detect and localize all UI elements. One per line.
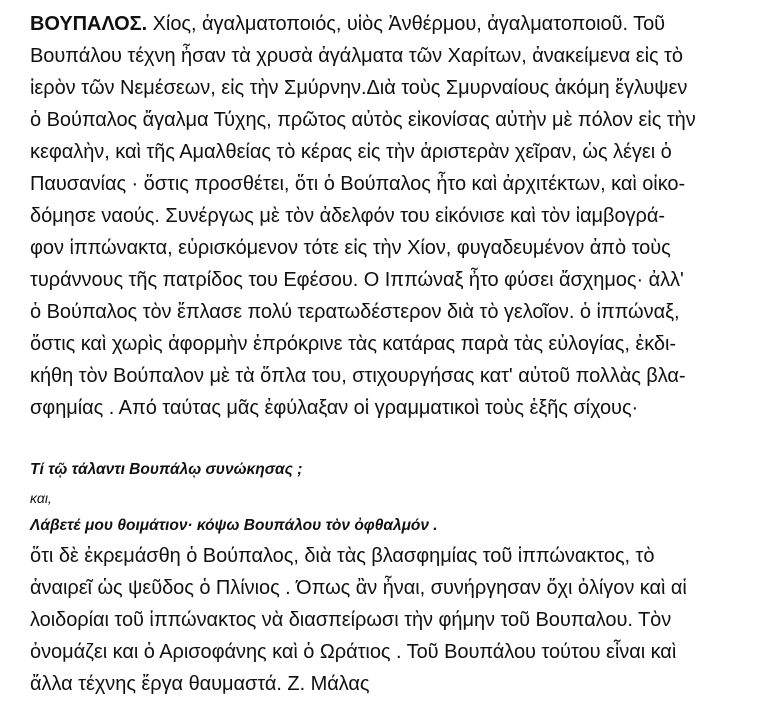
text-line: ὀνομάζει και ὁ Αρισοφάνης καὶ ὁ Ωράτιος . Τοῦ Βουπάλου τούτου εἶναι καὶ — [30, 641, 677, 663]
text-line: ὅστις καὶ χωρὶς ἀφορμὴν ἐπρόκρινε τὰς κατάρας παρὰ τὰς εὐλογίας, ἐκδι- — [30, 333, 677, 355]
entry-heading: ΒΟΥΠΑΛΟΣ. — [30, 13, 148, 35]
verse-quote-first: Τί τῷ τάλαντι Βουπάλῳ συνώκησας ; — [30, 461, 303, 478]
text-line: ὁ Βούπαλος ἄγαλμα Τύχης, πρῶτος αὐτὸς εἰκονίσας αὐτὴν μὲ πόλον εἰς τὴν — [30, 109, 696, 131]
verse-connector: και, — [30, 490, 52, 506]
text-line: κήθη τὸν Βούπαλον μὲ τὰ ὅπλα του, στιχουργήσας κατ' αὐτοῦ πολλὰς βλα- — [30, 365, 686, 387]
text-line: ἱερὸν τῶν Νεμέσεων, εἰς τὴν Σμύρνην.Διὰ τοὺς Σμυρναίους ἀκόμη ἔγλυψεν — [30, 77, 688, 99]
verse-quote-second: Λάβετέ μου θοιμάτιον· κόψω Βουπάλου τὸν ὀφθαλμόν . — [30, 517, 438, 534]
text-line: Βουπάλου τέχνη ἦσαν τὰ χρυσὰ ἀγάλματα τῶν Χαρίτων, ἀνακείμενα εἰς τὸ — [30, 45, 683, 67]
text-line — [30, 12, 665, 36]
text-line-content: Χίος, ἀγαλματοποιός, υἱὸς Ἀνθέρμου, ἀγαλματοποιοῦ. Τοῦ — [147, 13, 666, 35]
text-line: ὁ Βούπαλος τὸν ἔπλασε πολύ τερατωδέστερον διὰ τὸ γελοῖον. ὁ ἱππώναξ, — [30, 301, 680, 323]
text-line: ἄλλα τέχνης ἔργα θαυμαστά. Ζ. Μάλας — [30, 673, 370, 695]
text-line: τυράννους τῆς πατρίδος του Εφέσου. Ο Ιππώναξ ἦτο φύσει ἄσχημος· ἀλλ' — [30, 269, 684, 291]
text-line: κεφαλὴν, καὶ τῆς Αμαλθείας τὸ κέρας εἰς τὴν ἀριστερὰν χεῖραν, ὡς λέγει ὁ — [30, 141, 672, 163]
text-line: ἀναιρεῖ ὡς ψεῦδος ὁ Πλίνιος . Όπως ἂν ἦναι, συνήργησαν ὄχι ὀλίγον καὶ αἱ — [30, 577, 687, 599]
text-line: φον ἱππώνακτα, εὑρισκόμενον τότε εἰς τὴν Χίον, φυγαδευμένον ἀπὸ τοὺς — [30, 237, 671, 259]
text-line: ὅτι δὲ ἐκρεμάσθη ὁ Βούπαλος, διὰ τὰς βλασφημίας τοῦ ἱππώνακτος, τὸ — [30, 545, 655, 567]
text-line: Παυσανίας · ὅστις προσθέτει, ὅτι ὁ Βούπαλος ἦτο καὶ ἀρχιτέκτων, καὶ οἰκο- — [30, 173, 686, 195]
text-line: λοιδορίαι τοῦ ἱππώνακτος νὰ διασπείρωσι τὴν φήμην τοῦ Βουπαλου. Τὸν — [30, 609, 672, 631]
text-line: δόμησε ναούς. Συνέργως μὲ τὸν ἀδελφόν του εἰκόνισε καὶ τὸν ἰαμβογρά- — [30, 205, 665, 227]
text-line: σφημίας . Από ταύτας μᾶς ἐφύλαξαν οἱ γραμματικοὶ τοὺς ἑξῆς σίχους· — [30, 397, 639, 419]
